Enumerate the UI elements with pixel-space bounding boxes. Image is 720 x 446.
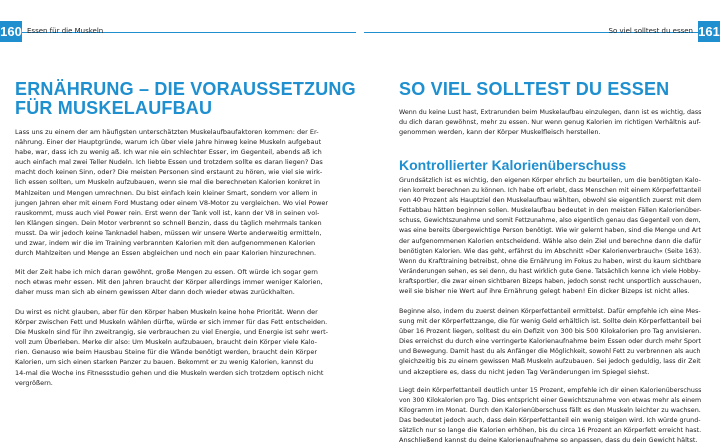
text-line: voll zum Überleben. Merke dir also: Um Muskeln aufzubauen, braucht dein Körper viele Kalo- xyxy=(15,338,317,347)
text-line: len Klängen singen. Dein Motor verbrennt so schnell Benzin, dass du täglich mehrmals tanken xyxy=(15,218,322,227)
right-heading: SO VIEL SOLLTEST DU ESSEN xyxy=(399,79,670,99)
text-line: benötigten Kalorien. Wie das geht, erfährst du im Abschnitt »Der Kalorienverbrauch« (Seite 163). xyxy=(399,246,702,255)
left-heading-line-2: FÜR MUSKELAUFBAU xyxy=(15,98,213,118)
text-line: habe, war, dass ich zu wenig aß. Ich war nie ein schlechter Esser, im Gegenteil, abends aß ich xyxy=(15,148,322,157)
text-line: lich essen sollten, um Muskeln aufzubauen, wenn sie mal die berechneten Kalorien konkret in xyxy=(15,178,320,187)
text-line: der aufgenommenen Kalorien entscheidend. Wähle also dein Ziel und berechne dann die dafür xyxy=(399,236,702,245)
right-subheading: Kontrollierter Kalorienüberschuss xyxy=(399,157,627,173)
text-line: gleichzeitig bis zu einem gewissen Maß Muskeln aufzubauen. Sei jedoch geduldig, lass dir Zeit xyxy=(399,357,701,366)
text-line: Körper zwischen Fett und Muskeln wählen dürfte, würde er sich immer für das Fett entscheiden. xyxy=(15,318,328,327)
text-line: durch Mahlzeiten und Menge an Essen abgleichen und noch ein paar Kalorien hinzurechnen. xyxy=(15,249,317,258)
left-paragraph-2 xyxy=(15,267,337,297)
text-line: Kilogramm im Monat. Durch den Kalorienüberschuss fällt es den Muskeln leichter zu wachsen. xyxy=(399,406,701,415)
text-line: schuss, Gewichtszunahme und somit Fettzunahme, also eigentlich genau das Gegenteil von dem, xyxy=(399,216,701,225)
text-line: Beginne also, indem du zuerst deinen Körperfettanteil ermittelst. Dafür empfehle ich eine Mes- xyxy=(399,307,701,315)
right-paragraph-1 xyxy=(399,175,701,296)
text-line: Kalorien, um sich einen starken Panzer zu bauen. Bekommt er zu wenig Kalorien, kannst du xyxy=(15,358,314,367)
text-line: auch einfach mal zwei Teller Nudeln. Ich liebte Essen und trotzdem sollte es daran liegen? Das xyxy=(15,158,323,167)
text-line: rien korrekt berechnen zu können. Ich habe oft erlebt, dass Menschen mit einem Körperfettanteil xyxy=(399,186,701,195)
left-page-number: 160 xyxy=(0,21,22,42)
text-line: Grundsätzlich ist es wichtig, den eigenen Körper ehrlich zu beurteilen, um die benötigten Kalo- xyxy=(399,176,701,184)
text-line: über 16 Prozent liegen, solltest du ein Defizit von 300 bis 500 Kilokalorien pro Tag anvisieren. xyxy=(399,327,702,336)
text-line: Mit der Zeit habe ich mich daran gewöhnt, große Mengen zu essen. Oft würde ich sogar gern xyxy=(15,268,318,276)
text-line: jungen Jahren eher mit einem Ford Mustang oder einem V8-Motor zu vergleichen. Wo viel Power xyxy=(15,198,329,207)
text-line: 14-mal die Woche ins Fitnessstudio gehen und die Muskeln werden sich trotzdem optisch nicht xyxy=(15,368,324,377)
right-running-title: So viel solltest du essen xyxy=(608,27,693,35)
text-line: genommen werden, kann der Körper Muskelfleisch herstellen. xyxy=(399,128,601,137)
right-paragraph-2 xyxy=(399,306,701,377)
text-line: Anschließend kannst du deine Kalorienaufnahme so anpassen, dass du dein Gewicht hältst. xyxy=(399,436,698,445)
text-line: weil sie bisher nie Wert auf ihre Ernährung gelegt haben! Ein dicker Bizeps ist nicht alles. xyxy=(399,287,690,296)
text-line: rauskommt, muss auch viel Power rein. Erst wenn der Tank voll ist, kann der V8 in seinen vol- xyxy=(15,208,320,217)
text-line: Liegt dein Körperfettanteil deutlich unter 15 Prozent, empfehle ich dir einen Kalorienüberschuss xyxy=(399,386,702,394)
text-line: und Bewegung. Damit hast du als Anfänger die Möglichkeit, sowohl Fett zu verbrennen als auch xyxy=(399,347,701,356)
text-line: daher muss man sich ab einem gewissen Alter dann doch wieder etwas zurückhalten. xyxy=(15,288,295,297)
text-line: Lass uns zu einem der am häufigsten unterschätzten Muskelaufbaufaktoren kommen: der Er- xyxy=(15,128,319,136)
right-paragraph-3 xyxy=(399,385,701,446)
left-paragraph-1 xyxy=(15,127,337,258)
text-line: Veränderungen sehen, es sei denn, du hast wirklich gute Gene. Tatsächlich kenne ich viele Hobby- xyxy=(399,266,701,275)
text-line: Wenn du keine Lust hast, Extrarunden beim Muskelaufbau einzulegen, dann ist es wichtig, dass xyxy=(399,108,702,116)
text-line: du dich daran gewöhnst, mehr zu essen. Nur wenn genug Kalorien im richtigen Verhältnis auf- xyxy=(399,118,701,127)
text-line: Das bedeutet jedoch auch, dass dein Körperfettanteil ein wenig steigen wird. Ich würde grund- xyxy=(399,416,701,425)
text-line: und akzeptiere es, dass du nicht jeden Tag Veränderungen im Spiegel siehst. xyxy=(399,367,650,376)
text-line: was eine bereits übergewichtige Person benötigt. Wie wir gelernt haben, sind die Menge und Art xyxy=(399,226,702,235)
text-line: von 40 Prozent als Hauptziel den Muskelaufbau wählten, obwohl sie eigentlich zuerst mit dem xyxy=(399,196,702,205)
text-line: Mahlzeiten und Mengen umrechnen. Du bist einfach kein kleiner Smart, sondern vor allem in xyxy=(15,188,318,197)
text-line: Fettabbau hätten beginnen sollen. Muskelaufbau bedeutet in den meisten Fällen Kalorienüber- xyxy=(399,206,702,215)
text-line: kraftsportler, die zwar einen sichtbaren Bizeps haben, jedoch sonst recht unsportlich ausschauen, xyxy=(399,276,702,285)
text-line: vergrößern. xyxy=(15,378,53,387)
text-line: Dies erreichst du durch eine verringerte Kalorienaufnahme beim Essen oder durch mehr Sport xyxy=(399,337,702,346)
text-line: Die Muskeln sind für ihn zweitrangig, sie verbrauchen zu viel Energie, und Energie ist sehr wert- xyxy=(15,328,328,337)
left-paragraph-3 xyxy=(15,307,337,388)
text-line: macht doch keinen Sinn, oder? Die meisten Personen sind erstaunt zu hören, wie viel sie wirk- xyxy=(15,168,323,177)
text-line: nährung. Einer der Hauptgründe, warum ich über viele Jahre hinweg keine Muskeln aufgebaut xyxy=(15,138,322,147)
right-intro xyxy=(399,107,701,137)
text-line: noch etwas mehr essen. Mit den Jahren braucht der Körper allerdings immer weniger Kalorien, xyxy=(15,278,323,287)
text-line: rien. Genauso wie beim Hausbau Steine für die Wände benötigt werden, braucht dein Körper xyxy=(15,348,317,357)
text-line: von 300 Kilokalorien pro Tag. Dies entspricht einer Gewichtszunahme von etwas mehr als einem xyxy=(399,396,702,405)
text-line: sätzlich nur so lange die Kalorien erhöhen, bis du circa 16 Prozent an Körperfett erreicht hast. xyxy=(399,426,702,435)
text-line: Wenn du Krafttraining betreibst, ohne die Ernährung im Fokus zu haben, wirst du kaum sichtbare xyxy=(399,256,702,265)
text-line: und zwar, indem wir die im Training verbrannten Kalorien mit den aufgenommenen Kalorien xyxy=(15,239,316,248)
left-heading xyxy=(15,80,356,118)
right-page-number: 161 xyxy=(698,21,720,42)
text-line: musst. Da wir jedoch keine Tanknadel haben, müssen wir unsere Werte anderweitig ermitteln, xyxy=(15,228,322,237)
left-heading-line-1: ERNÄHRUNG – DIE VORAUSSETZUNG xyxy=(15,79,356,99)
left-running-title: Essen für die Muskeln xyxy=(27,27,104,35)
text-line: sung mit der Körperfettzange, die für wenig Geld erhältlich ist. Sollte dein Körperfettanteil bei xyxy=(399,317,702,326)
text-line: Du wirst es nicht glauben, aber für den Körper haben Muskeln keine hohe Priorität. Wenn der xyxy=(15,308,318,316)
